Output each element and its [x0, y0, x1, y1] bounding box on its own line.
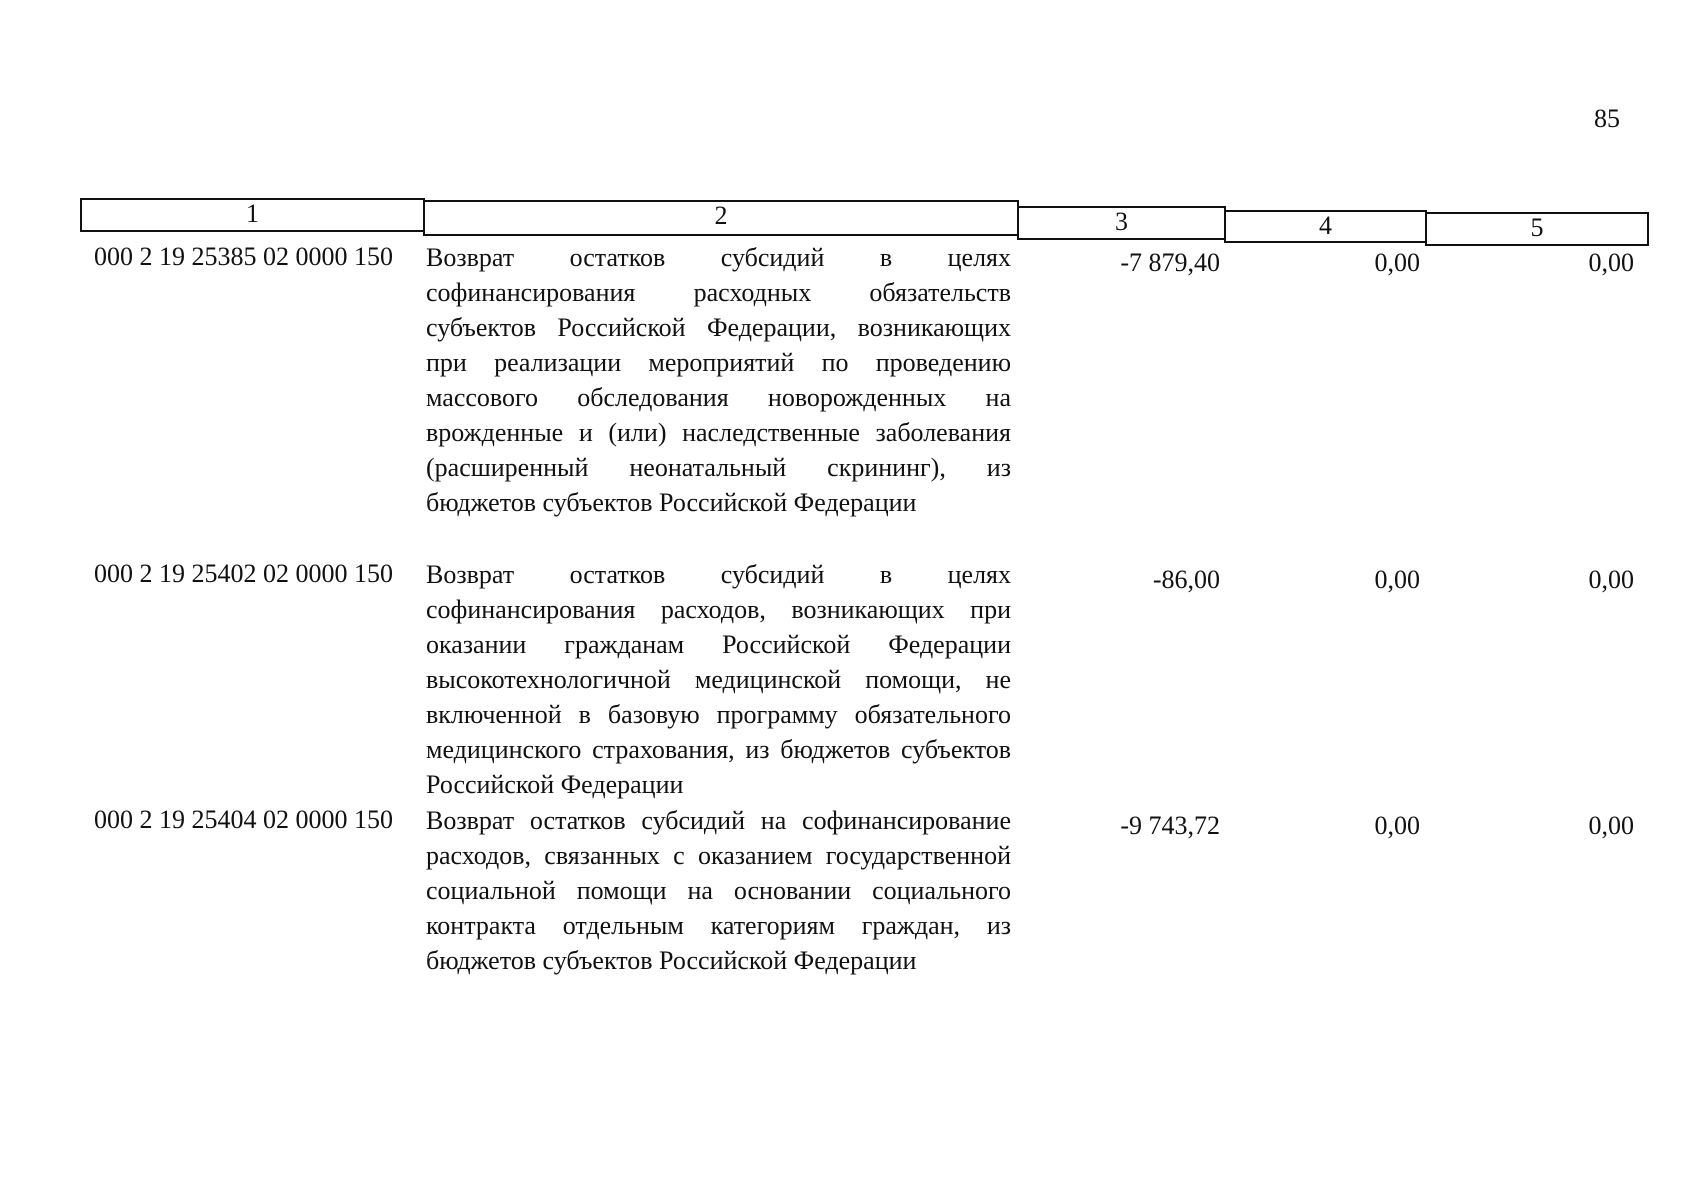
budget-code: 000 2 19 25404 02 0000 150: [94, 805, 393, 834]
header-cell-3: 3: [1017, 206, 1226, 240]
budget-code: 000 2 19 25385 02 0000 150: [94, 242, 393, 271]
value-col-4: 0,00: [1374, 565, 1420, 594]
value-col-5: 0,00: [1588, 248, 1634, 277]
header-cell-1: 1: [80, 198, 425, 232]
value-col-5: 0,00: [1588, 565, 1634, 594]
budget-code: 000 2 19 25402 02 0000 150: [94, 559, 393, 588]
value-col-4: 0,00: [1374, 248, 1420, 277]
row-description: Возврат остатков субсидий на софинансирование расходов, связанных с оказанием государственной социальной помощи на основании социального контракта отдельным категориям граждан, из бюджетов субъектов Российской Федерации: [426, 806, 1011, 975]
value-col-3: -7 879,40: [1120, 248, 1220, 277]
value-col-3: -86,00: [1152, 565, 1220, 594]
value-col-5: 0,00: [1588, 811, 1634, 840]
row-description: Возврат остатков субсидий в целях софинансирования расходных обязательств субъектов Российской Федерации, возникающих при реализации мероприятий по проведению массового обследования новорожденных на врожденные и (или) наследственные заболевания (расширенный неонатальный скрининг), из бюджетов субъектов Российской Федерации: [426, 243, 1011, 517]
value-col-4: 0,00: [1374, 811, 1420, 840]
value-col-3: -9 743,72: [1120, 811, 1220, 840]
row-description: Возврат остатков субсидий в целях софинансирования расходов, возникающих при оказании гражданам Российской Федерации высокотехнологичной медицинской помощи, не включенной в базовую программу обязательного медицинского страхования, из бюджетов субъектов Российской Федерации: [426, 560, 1011, 799]
header-cell-2: 2: [423, 200, 1019, 236]
page-number: 85: [1594, 104, 1620, 133]
header-cell-5: 5: [1425, 212, 1649, 246]
header-cell-4: 4: [1224, 210, 1427, 243]
table-header: [0, 198, 1696, 246]
